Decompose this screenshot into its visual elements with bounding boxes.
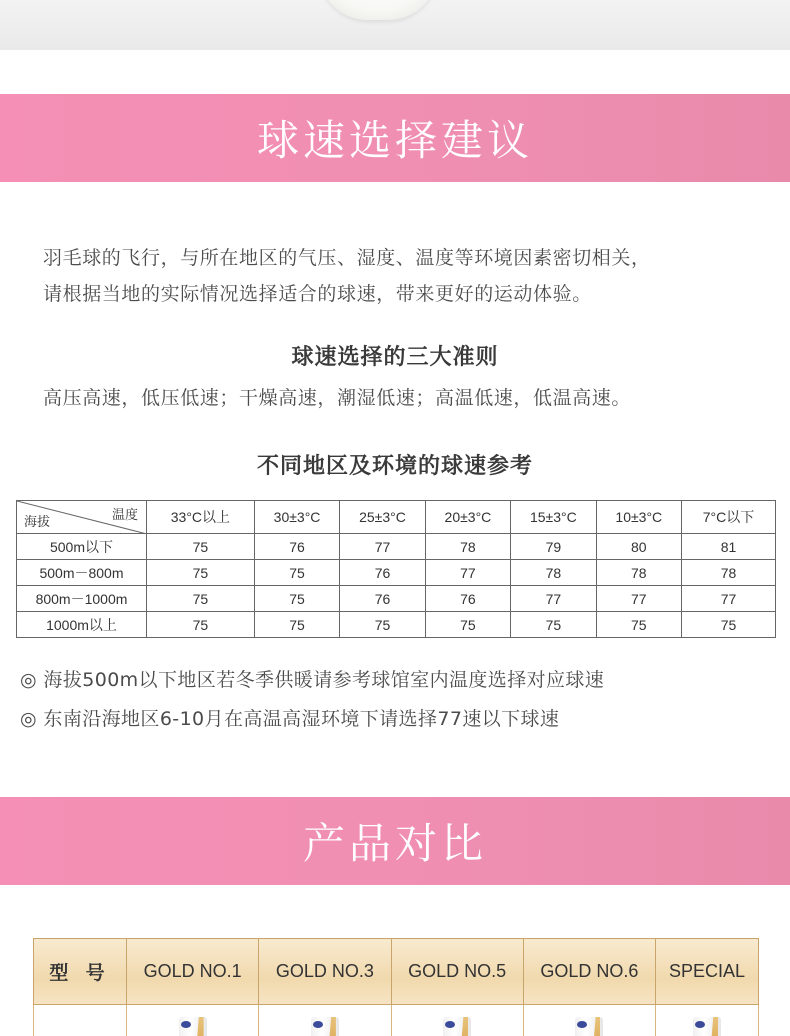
speed-table-corner-cell [17, 501, 147, 534]
speed-cell: 75 [147, 534, 255, 560]
column-header: 25±3°C [340, 501, 425, 534]
product-image-cell [656, 1005, 759, 1036]
speed-cell: 75 [340, 612, 425, 638]
speed-cell: 75 [147, 612, 255, 638]
model-label: 型 号 [34, 939, 127, 1005]
speed-cell: 80 [596, 534, 681, 560]
altitude-cell: 500m以下 [17, 534, 147, 560]
speed-cell: 77 [425, 560, 510, 586]
speed-reference-table [16, 500, 776, 638]
principles-title: 球速选择的三大准则 [291, 345, 499, 370]
header-photo-shuttlecock [0, 0, 790, 50]
table-row [17, 560, 776, 586]
column-header: 7°C以下 [682, 501, 776, 534]
intro-line-2: 请根据当地的实际情况选择适合的球速，带来更好的运动体验。 [43, 283, 592, 305]
speed-cell: 77 [511, 586, 596, 612]
model-name: GOLD NO.1 [127, 939, 259, 1005]
speed-cell: 75 [254, 612, 339, 638]
speed-cell: 76 [340, 560, 425, 586]
compare-header-row [34, 939, 759, 1005]
speed-cell: 78 [682, 560, 776, 586]
speed-cell: 75 [254, 560, 339, 586]
table-row [17, 586, 776, 612]
column-header: 30±3°C [254, 501, 339, 534]
shuttlecock-image [318, 0, 438, 20]
column-header: 15±3°C [511, 501, 596, 534]
speed-cell: 76 [340, 586, 425, 612]
ball-speed-banner-title: 球速选择建议 [256, 116, 533, 165]
table-row [17, 612, 776, 638]
corner-altitude-label: 海拔 [24, 514, 51, 529]
altitude-cell: 1000m以上 [17, 612, 147, 638]
compare-image-row [34, 1005, 759, 1036]
speed-cell: 78 [425, 534, 510, 560]
shuttlecock-tube-image [311, 1017, 339, 1036]
table-row [17, 534, 776, 560]
speed-cell: 77 [682, 586, 776, 612]
column-header: 33°C以上 [147, 501, 255, 534]
speed-cell: 78 [596, 560, 681, 586]
speed-cell: 75 [147, 560, 255, 586]
column-header: 20±3°C [425, 501, 510, 534]
image-label-cell [34, 1005, 127, 1036]
speed-cell: 81 [682, 534, 776, 560]
note-heating: ◎ 海拔500m以下地区若冬季供暖请参考球馆室内温度选择对应球速 [20, 669, 605, 691]
product-compare-banner-title: 产品对比 [302, 819, 487, 868]
model-name: GOLD NO.6 [523, 939, 655, 1005]
product-image-cell [127, 1005, 259, 1036]
intro-paragraph [43, 240, 763, 312]
altitude-cell: 800m－1000m [17, 586, 147, 612]
speed-cell: 75 [425, 612, 510, 638]
speed-cell: 76 [425, 586, 510, 612]
model-name: GOLD NO.3 [259, 939, 391, 1005]
speed-cell: 75 [511, 612, 596, 638]
product-compare-table [33, 938, 759, 1036]
speed-cell: 75 [254, 586, 339, 612]
model-name: GOLD NO.5 [391, 939, 523, 1005]
note-coastal: ◎ 东南沿海地区6-10月在高温高湿环境下请选择77速以下球速 [20, 708, 560, 730]
altitude-cell: 500m－800m [17, 560, 147, 586]
corner-temperature-label: 温度 [111, 507, 138, 522]
speed-cell: 77 [340, 534, 425, 560]
speed-cell: 75 [682, 612, 776, 638]
shuttlecock-tube-image [443, 1017, 471, 1036]
product-compare-banner [0, 797, 790, 885]
shuttlecock-tube-image [575, 1017, 603, 1036]
model-name: SPECIAL [656, 939, 759, 1005]
speed-cell: 77 [596, 586, 681, 612]
speed-cell: 75 [596, 612, 681, 638]
product-image-cell [259, 1005, 391, 1036]
speed-cell: 76 [254, 534, 339, 560]
speed-table-title: 不同地区及环境的球速参考 [256, 454, 533, 479]
speed-cell: 75 [147, 586, 255, 612]
intro-line-1: 羽毛球的飞行，与所在地区的气压、湿度、温度等环境因素密切相关， [43, 247, 651, 269]
principles-text: 高压高速，低压低速；干燥高速，潮湿低速；高温低速，低温高速。 [43, 387, 632, 409]
product-image-cell [523, 1005, 655, 1036]
shuttlecock-tube-image [693, 1017, 721, 1036]
speed-cell: 78 [511, 560, 596, 586]
column-header: 10±3°C [596, 501, 681, 534]
speed-cell: 79 [511, 534, 596, 560]
speed-table-header-row [17, 501, 776, 534]
shuttlecock-tube-image [179, 1017, 207, 1036]
product-image-cell [391, 1005, 523, 1036]
ball-speed-banner [0, 94, 790, 182]
